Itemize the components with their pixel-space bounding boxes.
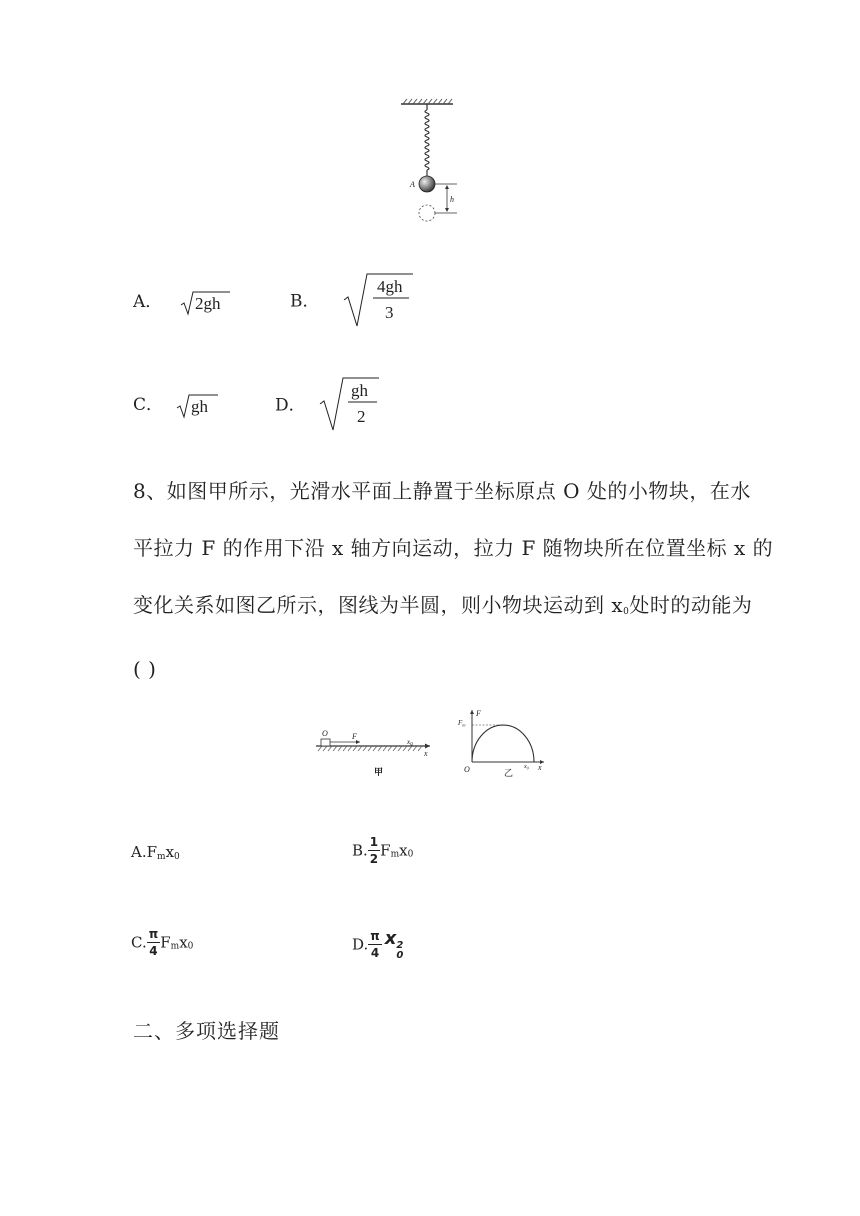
force-label: F	[352, 732, 357, 741]
fraction: $\frac{\pi}{4}$	[370, 929, 380, 960]
q8-question-text	[133, 463, 774, 698]
q8-option-c[interactable]	[131, 928, 193, 957]
svg-text:3: 3	[384, 303, 394, 322]
option-letter: C．	[133, 395, 164, 415]
radical-sign-icon	[176, 393, 220, 419]
x0-label: $x_0$	[524, 764, 529, 771]
option-letter: B.	[352, 841, 368, 860]
x-symbol: x	[399, 841, 408, 860]
origin-label: O	[464, 765, 470, 774]
figure-jia	[312, 722, 442, 784]
q7-option-b[interactable]	[290, 270, 413, 328]
f-symbol: F	[160, 933, 171, 952]
fraction: $\frac{\pi}{4}$	[148, 927, 159, 958]
svg-text:gh: gh	[351, 381, 369, 400]
sqrt-fraction	[319, 374, 379, 432]
q8-answer-blank: ( )	[133, 657, 157, 681]
spring-figure	[395, 96, 465, 226]
x-axis-label: x	[424, 749, 428, 758]
zero-subscript: 0	[174, 852, 180, 862]
fm-label: $F_m$	[458, 719, 466, 728]
zero-subscript: 0	[187, 941, 194, 952]
svg-text:gh: gh	[191, 396, 209, 416]
f-symbol: F	[380, 841, 391, 860]
m-subscript: m	[157, 852, 166, 862]
x0-squared: x 2 0	[384, 928, 404, 961]
q8-option-a[interactable]	[131, 843, 180, 862]
q8-option-b[interactable]	[352, 836, 413, 865]
f-symbol: F	[146, 843, 158, 861]
q8-line-2: 平拉力 F 的作用下沿 x 轴方向运动，拉力 F 随物块所在位置坐标 x 的	[133, 536, 774, 560]
zero-subscript: 0	[407, 849, 414, 860]
fraction: $\frac{1}{2}$	[369, 835, 379, 866]
y-axis-label: F	[476, 709, 481, 718]
q8-line-3: 变化关系如图乙所示，图线为半圆，则小物块运动到 $x_0$处时的动能为	[133, 593, 753, 617]
x0-label: $x_0$	[407, 738, 413, 748]
svg-text:2: 2	[357, 407, 366, 426]
q7-option-a[interactable]	[133, 287, 230, 316]
option-letter: A．	[133, 292, 163, 312]
sqrt-expression	[180, 290, 230, 316]
sqrt-fraction	[343, 270, 413, 328]
m-subscript: m	[390, 849, 400, 860]
x-axis-label: x	[538, 763, 542, 772]
option-letter: C.	[131, 933, 147, 952]
sqrt-expression	[176, 393, 220, 419]
option-letter: D．	[275, 395, 306, 416]
section-title-multiple-choice: 二、多项选择题	[133, 1019, 280, 1043]
q8-option-d[interactable]	[352, 928, 403, 961]
figure-jia-caption: 甲	[374, 768, 384, 778]
figure-yi-caption: 乙	[504, 769, 514, 779]
q8-line-1: 8、如图甲所示，光滑水平面上静置于坐标原点 O 处的小物块，在水	[133, 479, 751, 503]
origin-label: O	[322, 729, 328, 738]
x-symbol: x	[179, 933, 188, 952]
q7-option-d[interactable]	[275, 374, 379, 432]
point-a-label: A	[410, 180, 415, 189]
option-letter: B．	[290, 291, 320, 312]
svg-text:2gh: 2gh	[194, 293, 221, 313]
height-label: h	[450, 195, 454, 204]
radical-sign-icon	[180, 290, 230, 316]
svg-text:4gh: 4gh	[376, 277, 403, 296]
option-letter: D.	[352, 935, 369, 954]
x-symbol: x	[165, 843, 175, 861]
q7-option-c[interactable]	[133, 390, 220, 419]
figure-yi	[452, 704, 552, 782]
option-letter: A.	[131, 843, 147, 861]
m-subscript: m	[170, 941, 180, 952]
